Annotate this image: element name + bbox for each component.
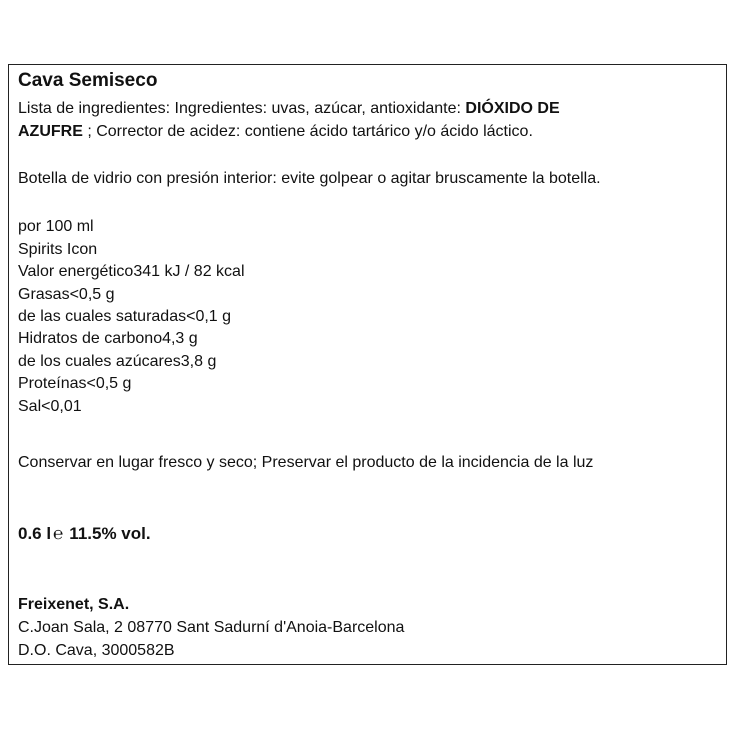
- ingredients-line-2: [18, 122, 533, 142]
- producer-name: Freixenet, S.A.: [18, 596, 130, 613]
- product-title: Cava Semiseco: [18, 70, 158, 91]
- nutrition-row-salt: Sal<0,01: [18, 398, 82, 415]
- origin-designation: D.O. Cava, 3000582B: [18, 642, 175, 659]
- allergen-text-1: DIÓXIDO DE: [465, 100, 560, 117]
- nutrition-row-protein: Proteínas<0,5 g: [18, 375, 132, 392]
- nutrition-row-sugars: de los cuales azúcares3,8 g: [18, 353, 217, 370]
- allergen-text-2: AZUFRE: [18, 123, 83, 140]
- estimated-sign-icon: ℮: [53, 524, 64, 543]
- ingredients-prefix: Lista de ingredientes: Ingredientes: uvas, azúcar, antioxidante:: [18, 100, 466, 117]
- nutrition-row-fat: Grasas<0,5 g: [18, 286, 115, 303]
- volume-quantity: 0.6 l: [18, 524, 52, 543]
- ingredients-suffix: ; Corrector de acidez: contiene ácido tartárico y/o ácido láctico.: [82, 123, 533, 140]
- storage-instructions: Conservar en lugar fresco y seco; Preservar el producto de la incidencia de la luz: [18, 454, 594, 471]
- volume-line: [18, 524, 151, 544]
- nutrition-per: por 100 ml: [18, 218, 94, 235]
- product-label: [8, 64, 727, 665]
- nutrition-icon-text: Spirits Icon: [18, 241, 98, 258]
- glass-warning: Botella de vidrio con presión interior: evite golpear o agitar bruscamente la botella.: [18, 170, 601, 187]
- alcohol-content: 11.5% vol.: [69, 524, 151, 543]
- nutrition-row-saturated: de las cuales saturadas<0,1 g: [18, 308, 232, 325]
- producer-address: C.Joan Sala, 2 08770 Sant Sadurní d'Anoia-Barcelona: [18, 619, 405, 636]
- nutrition-row-energy: Valor energético341 kJ / 82 kcal: [18, 263, 245, 280]
- ingredients-line-1: [18, 99, 560, 119]
- nutrition-row-carbs: Hidratos de carbono4,3 g: [18, 330, 198, 347]
